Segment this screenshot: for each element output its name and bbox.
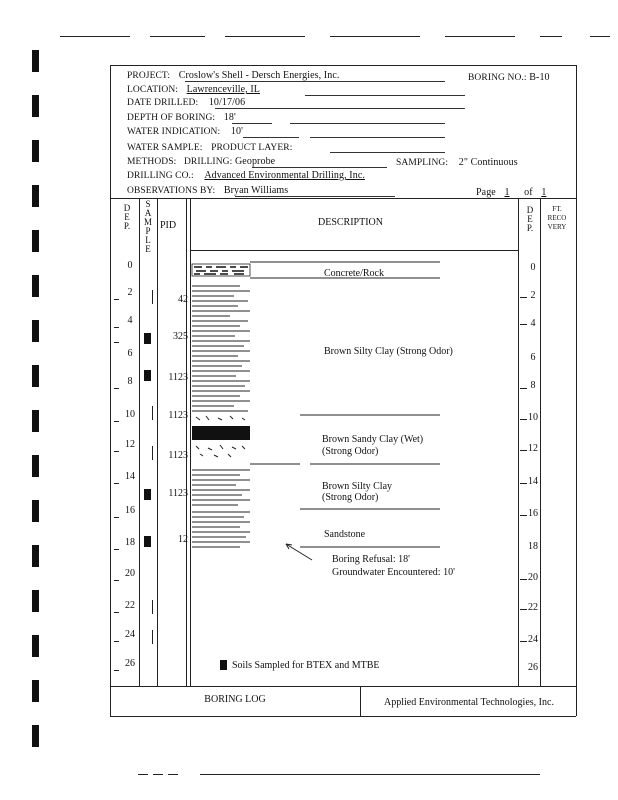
- depth-right-header: D E P.: [526, 205, 534, 233]
- observations-label: OBSERVATIONS BY:: [127, 186, 216, 196]
- drilling-label: DRILLING:: [183, 157, 233, 167]
- sample-marker: [144, 333, 151, 344]
- of-value: 1: [541, 187, 547, 198]
- sandy-clay-pattern: [192, 416, 250, 457]
- pid-value: 1123: [168, 372, 188, 383]
- sample-marker: [144, 489, 151, 500]
- desc-brown-silty-clay: Brown Silty Clay (Strong Odor): [324, 346, 453, 357]
- drilling-co-row: [127, 170, 365, 181]
- refusal-arrow: [286, 544, 312, 560]
- depth-left-label: 16: [125, 505, 135, 516]
- depth-right-label: 2: [530, 290, 536, 301]
- date-value: 10/17/06: [208, 97, 246, 108]
- sample-marker: [144, 536, 151, 547]
- pid-value: 325: [173, 331, 188, 342]
- lithology-column: [190, 250, 518, 686]
- product-layer-label: PRODUCT LAYER:: [211, 143, 293, 153]
- pid-value: 12: [178, 534, 188, 545]
- depth-right-label: 6: [530, 352, 536, 363]
- desc-sandy-clay-1: Brown Sandy Clay (Wet): [322, 434, 424, 445]
- depth-right-label: 24: [528, 634, 538, 645]
- page-label: Page: [476, 187, 496, 198]
- methods-label: METHODS:: [127, 157, 177, 167]
- water-ind-value: 10': [230, 126, 243, 137]
- depth-left-label: 14: [125, 471, 135, 482]
- depth-right-label: 26: [528, 662, 538, 673]
- recovery-header: FT. RECO VERY: [547, 205, 567, 231]
- depth-left-label: 26: [125, 658, 135, 669]
- page-row: [476, 187, 546, 198]
- desc-silty-clay-2b: (Strong Odor): [322, 492, 379, 503]
- desc-groundwater: Groundwater Encountered: 10': [332, 567, 455, 578]
- page-value: 1: [504, 187, 510, 198]
- depth-right-label: 18: [528, 541, 538, 552]
- footer-boring-log: BORING LOG: [204, 694, 266, 705]
- depth-right-label: 22: [528, 602, 538, 613]
- desc-sandstone: Sandstone: [324, 529, 366, 540]
- desc-silty-clay-2a: Brown Silty Clay: [322, 481, 393, 492]
- location-row: [127, 84, 260, 95]
- pid-value: 1123: [168, 488, 188, 499]
- sample-header: S A M P L E: [143, 199, 152, 254]
- location-value: Lawrenceville, IL: [186, 84, 260, 95]
- depth-left-label: 10: [125, 409, 135, 420]
- pid-value: 1123: [168, 450, 188, 461]
- boring-no-value: B-10: [529, 72, 550, 83]
- silty-clay-pattern: [192, 286, 250, 411]
- depth-left-label: 8: [127, 376, 133, 387]
- depth-left-label: 12: [125, 439, 135, 450]
- depth-left-label: 20: [125, 568, 135, 579]
- depth-left-label: 0: [127, 260, 133, 271]
- desc-refusal: Boring Refusal: 18': [332, 554, 410, 565]
- of-label: of: [524, 187, 533, 198]
- drilling-value: Geoprobe: [234, 156, 276, 167]
- drilling-co-label: DRILLING CO.:: [127, 171, 194, 181]
- depth-right-label: 8: [530, 380, 536, 391]
- project-value: Croslow's Shell - Dersch Energies, Inc.: [178, 70, 340, 81]
- water-ind-label: WATER INDICATION:: [127, 127, 221, 137]
- depth-right-label: 20: [528, 572, 538, 583]
- depth-value: 18': [223, 112, 236, 123]
- methods-row: [127, 156, 275, 167]
- water-sample-label: WATER SAMPLE:: [127, 143, 203, 153]
- drilling-co-value: Advanced Environmental Drilling, Inc.: [204, 170, 365, 181]
- water-sample-row: [127, 142, 292, 153]
- depth-left-label: 6: [127, 348, 133, 359]
- legend-text: Soils Sampled for BTEX and MTBE: [232, 660, 380, 671]
- sampling-value: 2" Continuous: [458, 157, 518, 168]
- depth-right-label: 4: [530, 318, 536, 329]
- legend-marker: [220, 660, 227, 670]
- pid-value: 1123: [168, 410, 188, 421]
- sample-marker: [144, 370, 151, 381]
- silty-clay-pattern-2: [192, 470, 250, 505]
- pid-value: 42: [178, 294, 188, 305]
- depth-right-label: 12: [528, 443, 538, 454]
- water-indication-row: [127, 126, 243, 137]
- description-header: DESCRIPTION: [318, 217, 384, 228]
- desc-concrete: Concrete/Rock: [324, 268, 384, 279]
- depth-left-label: 4: [127, 315, 133, 326]
- boring-no-label: BORING NO.:: [468, 73, 527, 83]
- depth-right-label: 10: [528, 412, 538, 423]
- depth-right-label: 0: [530, 262, 536, 273]
- location-label: LOCATION:: [127, 85, 179, 95]
- sampling-label: SAMPLING:: [396, 158, 449, 168]
- depth-left-header: D E P.: [123, 203, 131, 231]
- desc-sandy-clay-2: (Strong Odor): [322, 446, 379, 457]
- depth-right-label: 14: [528, 476, 538, 487]
- project-row: [127, 70, 339, 81]
- sampling-row: [396, 157, 518, 168]
- date-label: DATE DRILLED:: [127, 98, 199, 108]
- project-label: PROJECT:: [127, 71, 171, 81]
- sandstone-pattern: [192, 512, 250, 547]
- depth-left-label: 18: [125, 537, 135, 548]
- layer-boundaries: [250, 262, 440, 547]
- depth-right-label: 16: [528, 508, 538, 519]
- depth-left-label: 22: [125, 600, 135, 611]
- pid-header: PID: [160, 220, 177, 231]
- depth-left-label: 2: [127, 287, 133, 298]
- observations-row: [127, 185, 288, 196]
- date-row: [127, 97, 245, 108]
- boring-no-row: [468, 72, 550, 83]
- observations-value: Bryan Williams: [223, 185, 289, 196]
- footer-company: Applied Environmental Technologies, Inc.: [384, 697, 554, 708]
- depth-label: DEPTH OF BORING:: [127, 113, 216, 123]
- depth-row: [127, 112, 236, 123]
- concrete-rock-pattern: [192, 264, 250, 276]
- depth-left-label: 24: [125, 629, 135, 640]
